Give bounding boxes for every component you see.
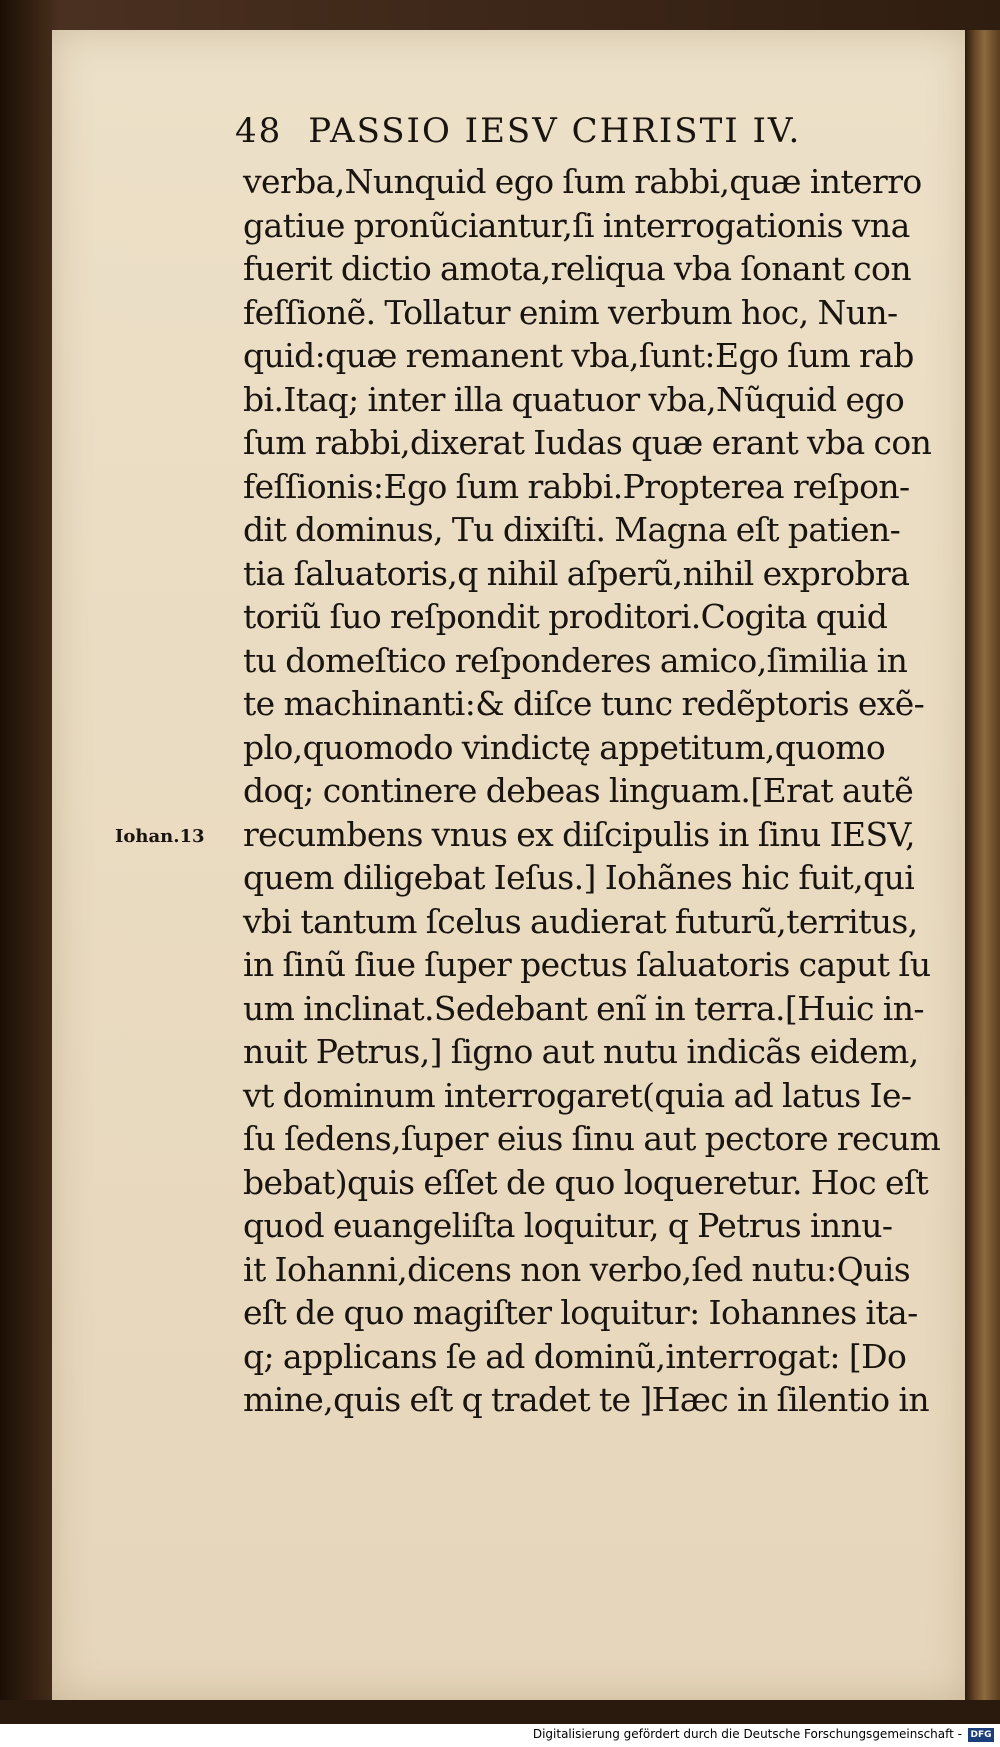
text-line: quem diligebat Ieſus.] Iohãnes hic fuit,qui xyxy=(243,858,915,897)
text-line: verba,Nunquid ego ſum rabbi,quæ interro xyxy=(243,162,922,201)
text-line: quod euangeliſta loquitur, q Petrus innu- xyxy=(243,1206,893,1245)
page-edge xyxy=(965,30,1000,1700)
text-line: gatiue pronũciantur,ſi interrogationis vna xyxy=(243,205,910,245)
text-line: recumbens vnus ex diſcipulis in ſinu IESV, xyxy=(243,814,915,854)
text-line: it Iohanni,dicens non verbo,ſed nutu:Quis xyxy=(243,1249,911,1289)
body-text xyxy=(243,160,943,1422)
text-line: vt dominum interrogaret(quia ad latus Ie- xyxy=(243,1075,912,1115)
text-line: feſſionẽ. Tollatur enim verbum hoc, Nun- xyxy=(243,292,898,332)
scan-bottom-border xyxy=(0,1700,1000,1724)
text-line: bebat)quis eſſet de quo loqueretur. Hoc eſt xyxy=(243,1162,929,1202)
margin-note: Iohan.13 xyxy=(115,826,205,847)
text-line: bi.Itaq; inter illa quatuor vba,Nũquid ego xyxy=(243,379,905,419)
text-line: fuerit dictio amota,reliqua vba ſonant con xyxy=(243,249,911,288)
text-line: vbi tantum ſcelus audierat futurũ,territus, xyxy=(243,901,918,941)
text-line: in ſinũ ſiue ſuper pectus ſaluatoris caput ſu xyxy=(243,945,931,984)
text-line: q; applicans ſe ad dominũ,interrogat: [Do xyxy=(243,1336,907,1376)
text-line: dit dominus, Tu dixiſti. Magna eſt patien- xyxy=(243,510,901,549)
text-line: doq; continere debeas linguam.[Erat autẽ xyxy=(243,771,914,810)
text-line: plo,quomodo vindictę appetitum,quomo xyxy=(243,727,886,767)
text-line: mine,quis eſt q tradet te ]Hæc in ſilentio in xyxy=(243,1380,930,1419)
text-line: eſt de quo magiſter loquitur: Iohannes ita- xyxy=(243,1293,918,1332)
footer-bar xyxy=(0,1724,1000,1747)
text-line: quid:quæ remanent vba,ſunt:Ego ſum rab xyxy=(243,336,914,375)
text-line: tu domeſtico reſponderes amico,ſimilia in xyxy=(243,640,908,680)
text-line: te machinanti:& diſce tunc redẽptoris exẽ- xyxy=(243,684,925,723)
funding-credit: Digitalisierung gefördert durch die Deutsche Forschungsgemeinschaft - xyxy=(532,1727,962,1741)
page-number: 48 xyxy=(235,111,283,151)
text-line: ſum rabbi,dixerat Iudas quæ erant vba con xyxy=(243,423,932,462)
dfg-logo-icon: DFG xyxy=(968,1728,994,1742)
running-title: PASSIO IESV CHRISTI IV. xyxy=(308,111,802,151)
text-line: tia ſaluatoris,q nihil aſperũ,nihil exprobra xyxy=(243,553,910,593)
text-line: um inclinat.Sedebant enĩ in terra.[Huic in- xyxy=(243,988,924,1028)
text-line: ſu ſedens,ſuper eius ſinu aut pectore recum xyxy=(243,1119,941,1158)
running-head xyxy=(235,111,801,151)
text-line: feſſionis:Ego ſum rabbi.Propterea reſpon- xyxy=(243,466,910,506)
text-line: nuit Petrus,] ſigno aut nutu indicãs eidem, xyxy=(243,1032,919,1071)
text-line: toriũ ſuo reſpondit proditori.Cogita quid xyxy=(243,597,888,636)
